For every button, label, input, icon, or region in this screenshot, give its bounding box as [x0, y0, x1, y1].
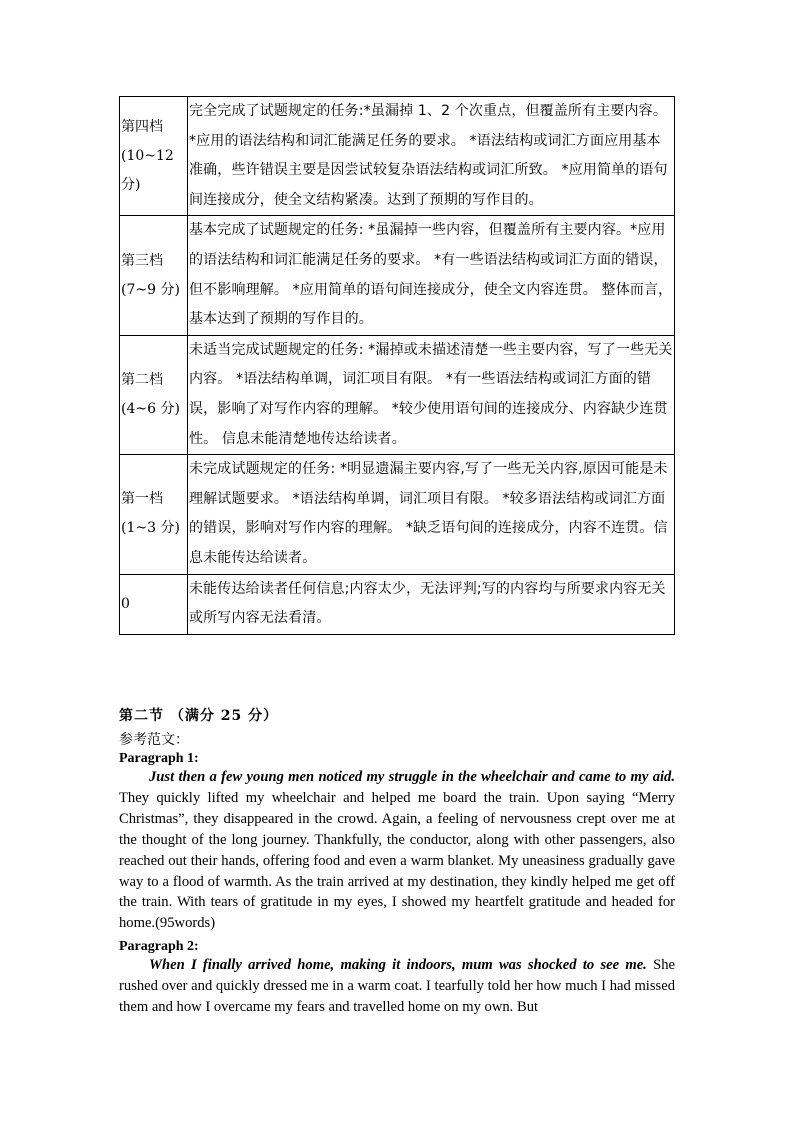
grade-row-2: [120, 335, 675, 454]
paragraph-1-text: [119, 767, 675, 934]
grading-table: [119, 96, 675, 635]
grade-level-3: 第三档 (7~9 分): [120, 216, 188, 335]
paragraph-1-lead: Just then a few young men noticed my struggle in the wheelchair and came to my aid.: [149, 769, 675, 785]
grade-description-1: 未完成试题规定的任务: *明显遗漏主要内容,写了一些无关内容,原因可能是未理解试题要求。 *语法结构单调，词汇项目有限。 *较多语法结构或词汇方面的错误，影响对写作内容的理解。 *缺乏语句间的连接成分，内容不连贯。信息未能传达给读者。: [188, 455, 675, 574]
grade-row-0: [120, 574, 675, 634]
paragraph-1-heading: Paragraph 1:: [119, 751, 199, 766]
grade-description-0: 未能传达给读者任何信息;内容太少，无法评判;写的内容均与所要求内容无关或所写内容无法看清。: [188, 574, 675, 634]
grade-level-1: 第一档 (1~3 分): [120, 455, 188, 574]
grade-description-2: 未适当完成试题规定的任务: *漏掉或未描述清楚一些主要内容，写了一些无关内容。 *语法结构单调，词汇项目有限。 *有一些语法结构或词汇方面的错误，影响了对写作内容的理解。 *较少使用语句间的连接成分、内容缺少连贯性。 信息未能清楚地传达给读者。: [188, 335, 675, 454]
paragraph-2-heading: Paragraph 2:: [119, 939, 199, 954]
paragraph-2-text: [119, 955, 675, 1018]
grade-level-4: 第四档 (10~12 分): [120, 97, 188, 216]
section-title: 第二节 （满分 25 分）: [119, 708, 279, 724]
grade-description-4: 完全完成了试题规定的任务:*虽漏掉 1、2 个次重点，但覆盖所有主要内容。 *应用的语法结构和词汇能满足任务的要求。 *语法结构或词汇方面应用基本准确，些许错误主要是因尝试较复杂语法结构或词汇所致。 *应用简单的语句间连接成分，使全文结构紧凑。达到了预期的写作目的。: [188, 97, 675, 216]
reference-label: 参考范文：: [119, 732, 189, 748]
paragraph-2: [119, 939, 675, 1018]
paragraph-2-body: She rushed over and quickly dressed me in a warm coat. I tearfully told her how much I had missed them and how I overcame my fears and travelled home on my own. But: [119, 957, 675, 1015]
grade-description-3: 基本完成了试题规定的任务: *虽漏掉一些内容，但覆盖所有主要内容。*应用的语法结构和词汇能满足任务的要求。 *有一些语法结构或词汇方面的错误，但不影响理解。 *应用简单的语句间连接成分，使全文内容连贯。 整体而言，基本达到了预期的写作目的。: [188, 216, 675, 335]
grade-level-2: 第二档 (4~6 分): [120, 335, 188, 454]
paragraph-1-body: They quickly lifted my wheelchair and helped me board the train. Upon saying “Merry Christmas”, they disappeared in the crowd. Again, a feeling of nervousness crept over me at the thought of the long journey. Thankfully, the conductor, along with other passengers, also reached out their hands, offering food and even a warm blanket. My uneasiness gradually gave way to a flood of warmth. As the train arrived at my destination, they kindly helped me get off the train. With tears of gratitude in my eyes, I showed my heartfelt gratitude and headed for home.(95words): [119, 789, 675, 932]
grade-row-1: [120, 455, 675, 574]
grade-row-4: [120, 97, 675, 216]
grade-level-0: 0: [120, 574, 188, 634]
paragraph-2-lead: When I finally arrived home, making it indoors, mum was shocked to see me.: [149, 957, 647, 973]
grade-row-3: [120, 216, 675, 335]
paragraph-1: [119, 751, 675, 934]
